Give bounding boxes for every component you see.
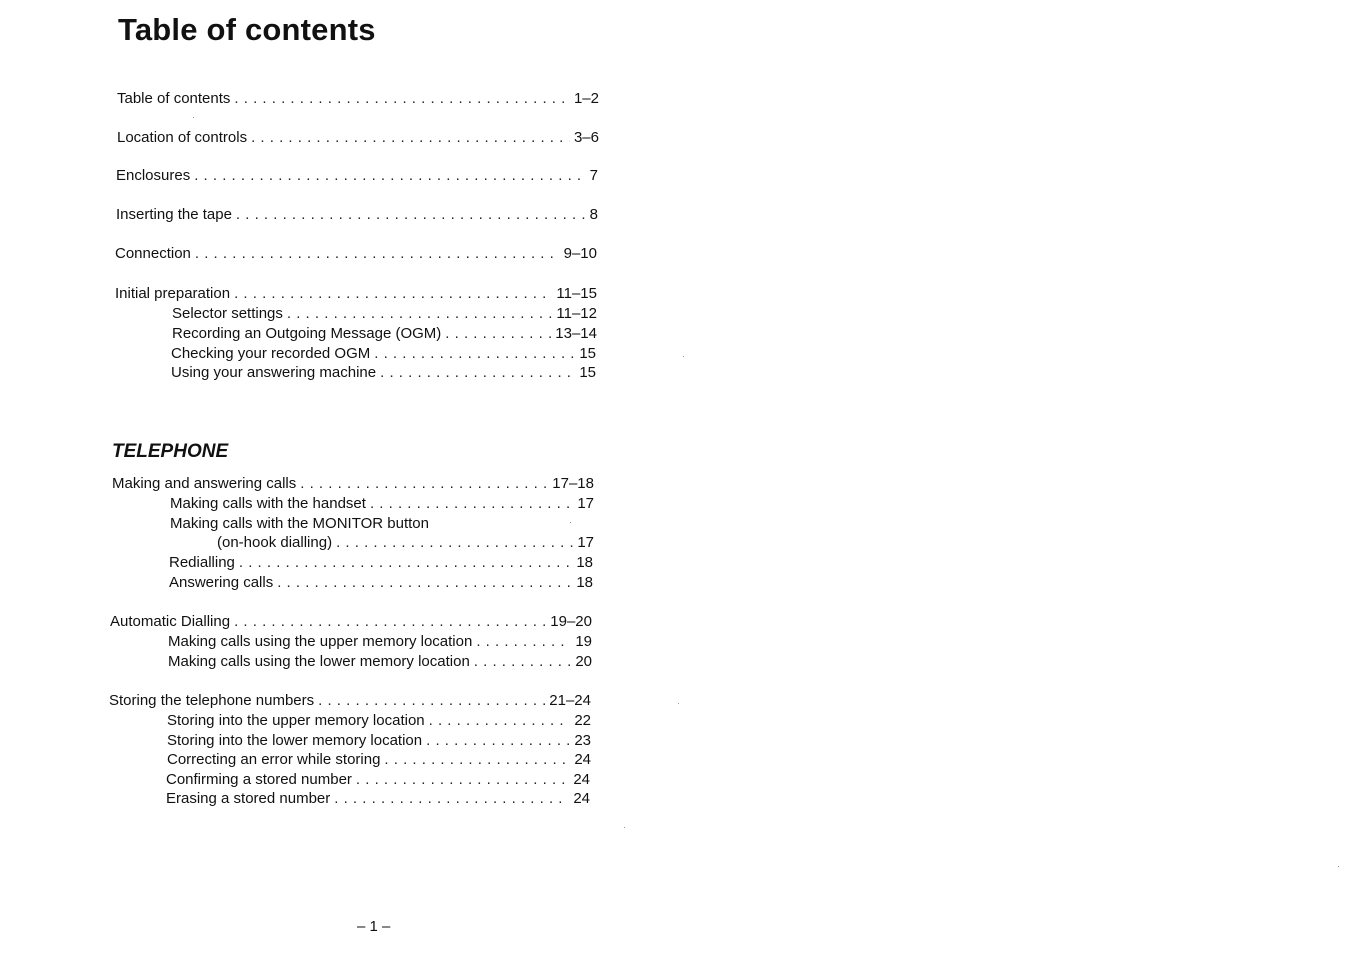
leader-dots [445,325,551,343]
toc-entry-label: Storing the telephone numbers [109,692,315,709]
toc-entry-label: Redialling [169,554,235,571]
toc-entry-page: 8 [589,206,598,223]
toc-entry-page: 1–2 [573,90,599,107]
scan-speck [193,117,194,118]
toc-entry-storing-numbers[interactable] [109,692,591,710]
leader-dots [370,495,573,513]
leader-dots [429,712,571,730]
toc-entry-page: 7 [589,167,598,184]
toc-entry-label: Making calls using the upper memory location [168,633,473,650]
scan-speck [683,356,684,357]
toc-subentry-selector-settings[interactable] [172,305,597,323]
toc-entry-enclosures[interactable] [116,167,598,185]
toc-entry-page: 17 [577,534,594,551]
toc-entry-page: 17 [577,495,594,512]
leader-dots [195,245,560,263]
leader-dots [374,345,575,363]
leader-dots [277,574,572,592]
toc-subentry-on-hook-dialling[interactable] [217,534,594,552]
toc-entry-inserting-the-tape[interactable] [116,206,598,224]
toc-entry-page: 3–6 [573,129,599,146]
leader-dots [239,554,572,572]
leader-dots [334,790,569,808]
toc-entry-initial-preparation[interactable] [115,285,597,303]
toc-subentry-redialling[interactable] [169,554,593,572]
toc-entry-label: Making and answering calls [112,475,297,492]
toc-entry-location-of-controls[interactable] [117,129,599,147]
leader-dots [426,732,570,750]
toc-entry-label: Making calls with the handset [170,495,366,512]
toc-entry-label: Location of controls [117,129,248,146]
toc-entry-page: 18 [576,554,593,571]
toc-entry-page: 23 [574,732,591,749]
toc-entry-label: Erasing a stored number [166,790,331,807]
toc-entry-page: 20 [575,653,592,670]
leader-dots [474,653,572,671]
toc-subentry-storing-lower[interactable] [167,732,591,750]
toc-subentry-lower-memory-calls[interactable] [168,653,592,671]
toc-entry-page: 11–12 [556,305,597,322]
toc-entry-label: Table of contents [117,90,231,107]
toc-entry-page: 15 [579,364,596,381]
leader-dots [236,206,586,224]
page-number: – 1 – [357,918,391,935]
toc-entry-label: Recording an Outgoing Message (OGM) [172,325,442,342]
section-heading-telephone: TELEPHONE [112,441,229,462]
toc-entry-page: 19 [575,633,592,650]
toc-entry-page: 13–14 [555,325,597,342]
toc-entry-label: Using your answering machine [171,364,377,381]
leader-dots [234,613,546,631]
toc-entry-label: Connection [115,245,191,262]
toc-entry-page: 22 [574,712,591,729]
toc-entry-label: (on-hook dialling) [217,534,333,551]
toc-subentry-confirming-number[interactable] [166,771,590,789]
toc-entry-label: Initial preparation [115,285,231,302]
scan-speck [678,703,679,704]
toc-entry-label: Correcting an error while storing [167,751,381,768]
toc-subentry-erasing-number[interactable] [166,790,590,808]
page-title: Table of contents [118,12,376,47]
toc-entry-label: Checking your recorded OGM [171,345,371,362]
leader-dots [318,692,545,710]
toc-entry-label: Making calls using the lower memory location [168,653,470,670]
toc-entry-label: Inserting the tape [116,206,232,223]
toc-entry-page: 21–24 [549,692,591,709]
toc-entry-automatic-dialling[interactable] [110,613,592,631]
leader-dots [234,90,570,108]
toc-entry-page: 17–18 [552,475,594,492]
scan-speck [1338,866,1339,867]
leader-dots [287,305,553,323]
toc-entry-making-answering-calls[interactable] [112,475,594,493]
toc-entry-label: Selector settings [172,305,283,322]
leader-dots [380,364,575,382]
toc-entry-page: 11–15 [556,285,597,302]
toc-subentry-storing-upper[interactable] [167,712,591,730]
toc-entry-label: Storing into the upper memory location [167,712,425,729]
toc-subentry-checking-ogm[interactable] [171,345,596,363]
toc-subentry-calls-handset[interactable] [170,495,594,513]
toc-entry-page: 24 [574,751,591,768]
toc-subentry-upper-memory-calls[interactable] [168,633,592,651]
toc-entry-label: Answering calls [169,574,274,591]
toc-entry-page: 24 [573,771,590,788]
toc-entry-label: Enclosures [116,167,191,184]
leader-dots [194,167,585,185]
toc-entry-table-of-contents[interactable] [117,90,599,108]
toc-subentry-answering-calls[interactable] [169,574,593,592]
toc-subentry-using-machine[interactable] [171,364,596,382]
toc-entry-connection[interactable] [115,245,597,263]
toc-subentry-calls-monitor[interactable]: Making calls with the MONITOR button [170,515,429,532]
toc-entry-label: Storing into the lower memory location [167,732,423,749]
leader-dots [251,129,570,147]
toc-entry-page: 19–20 [550,613,592,630]
toc-subentry-correcting-error[interactable] [167,751,591,769]
leader-dots [476,633,571,651]
toc-entry-label: Automatic Dialling [110,613,231,630]
toc-entry-page: 15 [579,345,596,362]
toc-subentry-recording-ogm[interactable] [172,325,597,343]
leader-dots [234,285,552,303]
toc-entry-page: 18 [576,574,593,591]
scan-speck [624,827,625,828]
scan-speck [570,522,571,523]
leader-dots [356,771,569,789]
toc-entry-page: 9–10 [563,245,597,262]
leader-dots [300,475,548,493]
leader-dots [384,751,570,769]
leader-dots [336,534,573,552]
toc-entry-label: Confirming a stored number [166,771,352,788]
toc-entry-page: 24 [573,790,590,807]
